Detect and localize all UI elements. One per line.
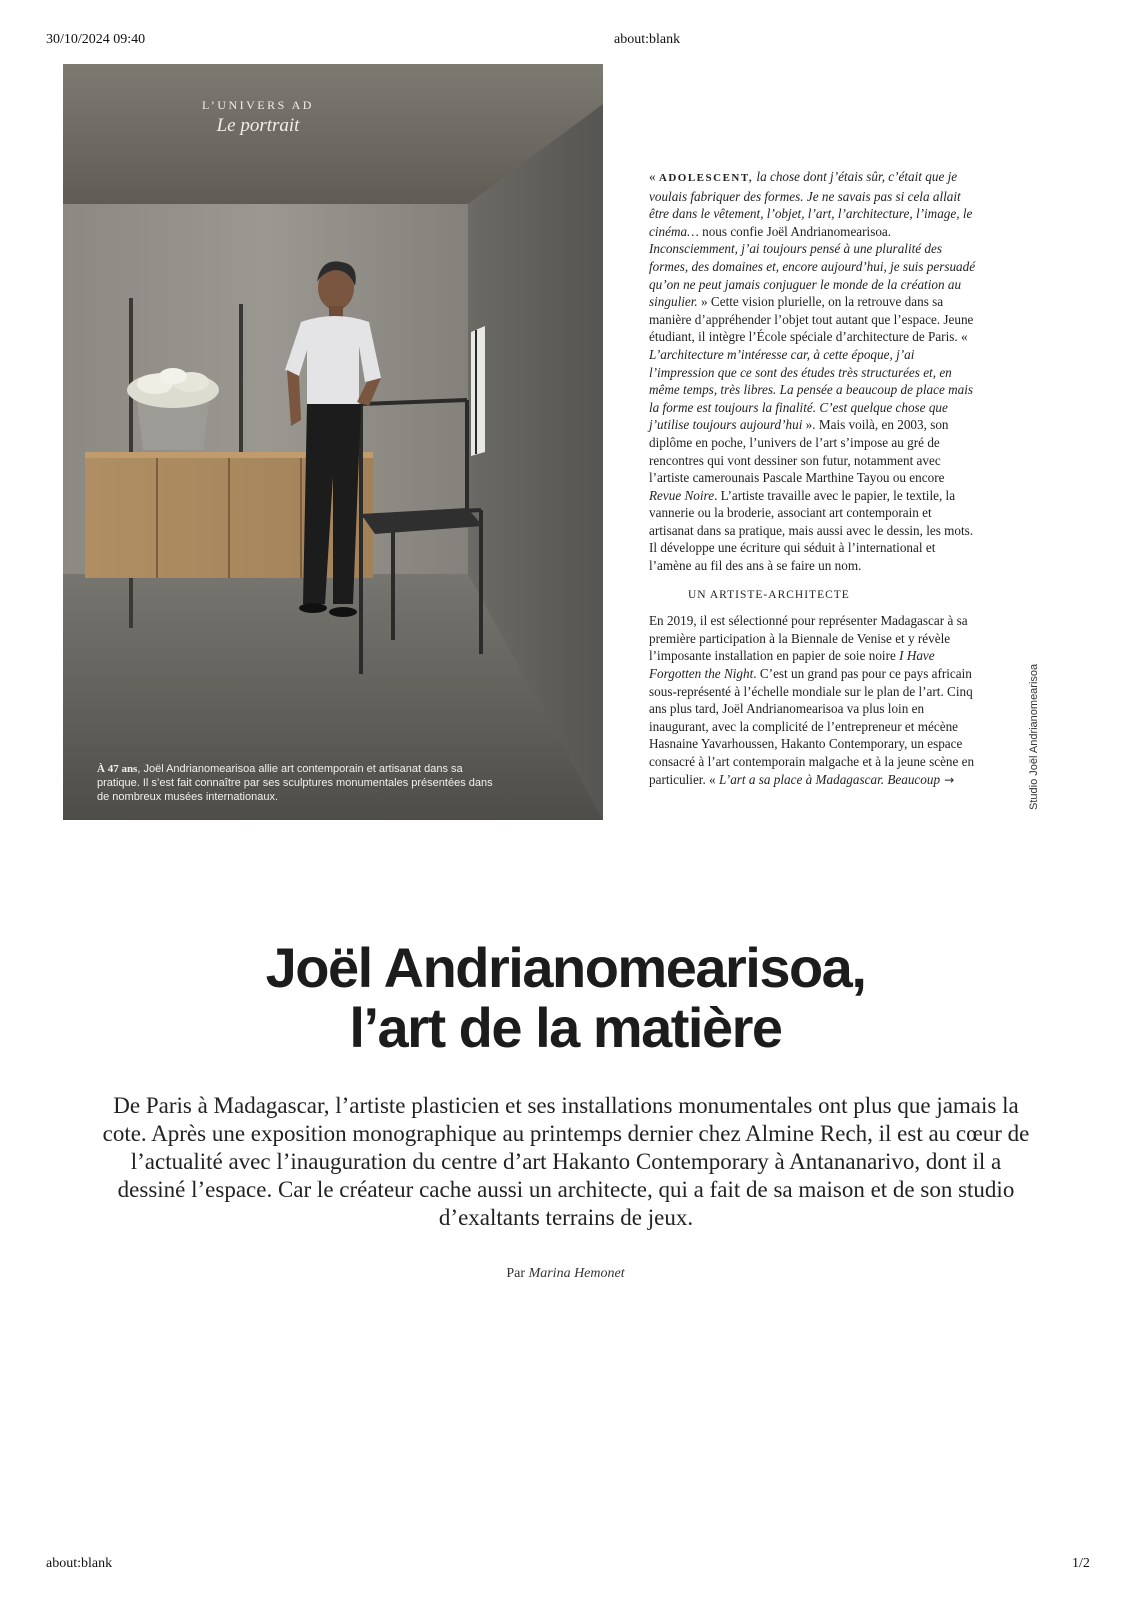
byline xyxy=(0,1266,1131,1282)
p1-run: nous confie Joël Andrianomearisoa. xyxy=(698,223,892,239)
p1-run: la chose dont j’étais sûr, c’était que je voulais fabriquer des formes. Je ne savais pas si cela allait être dans le vêtement, l’objet, l’art, l’architecture, l’image, le cinéma… xyxy=(649,169,973,239)
headline-line-2: l’art de la matière xyxy=(349,996,782,1059)
p1-run: » Cette vision plurielle, on la retrouve dans sa manière d’appréhender l’objet tout autant que l’espace. Jeune étudiant, il intègre l’École spéciale d’architecture de Paris. « xyxy=(649,294,974,345)
p2-run: I Have Forgotten the Night xyxy=(649,648,935,682)
caption-lead: À 47 ans xyxy=(97,763,138,775)
article-subhead: UN ARTISTE-ARCHITECTE xyxy=(688,588,850,601)
p1-run: « xyxy=(649,169,659,184)
print-header-date: 30/10/2024 09:40 xyxy=(46,32,146,47)
article-paragraph-1 xyxy=(649,168,979,575)
photo-caption xyxy=(97,762,497,804)
rubric-kicker: L’UNIVERS AD xyxy=(202,98,314,112)
p2-run: En 2019, il est sélectionné pour représenter Madagascar à sa première participation à la Biennale de Venise et y révèle l’imposante installation en papier de soie noire xyxy=(649,613,968,664)
byline-prefix: Par xyxy=(506,1266,529,1281)
p1-run: . L’artiste travaille avec le papier, le textile, la vannerie ou la broderie, associant art contemporain et artisanat dans sa pratique, mais aussi avec le dessin, les mots. Il développe une écriture qui séduit à l’international et l’amène au fil des ans à se faire un nom. xyxy=(649,487,974,574)
article-headline xyxy=(0,938,1131,1058)
print-header-url: about:blank xyxy=(614,32,681,47)
portrait-photo xyxy=(63,64,603,820)
headline-line-1: Joël Andrianomearisoa, xyxy=(265,936,866,999)
p1-run: Inconsciemment, j’ai toujours pensé à une pluralité des formes, des domaines et, encore aujourd’hui, je suis persuadé qu’on ne peut jamais conjuguer le monde de la création au singulier. xyxy=(649,241,976,310)
byline-author: Marina Hemonet xyxy=(528,1266,625,1281)
print-footer-page: 1/2 xyxy=(1072,1556,1090,1571)
article-column xyxy=(649,168,979,789)
p2-run: . C’est un grand pas pour ce pays africain sous-représenté à l’échelle mondiale sur le plan de l’art. Cinq ans plus tard, Joël Andrianomearisoa va plus loin en inaugurant, avec la complicité de l’entrepreneur et mécène Hasnaine Yavarhoussen, Hakanto Contemporary, un espace consacré à l’art contemporain malgache et à la jeune scène en particulier. « xyxy=(649,666,975,787)
continue-arrow-icon: → xyxy=(944,772,955,787)
article-standfirst: De Paris à Madagascar, l’artiste plasticien et ses installations monumentales ont plus que jamais la cote. Après une exposition monographique au printemps dernier chez Almine Rech, il est au cœur de l’actualité avec l’inauguration du centre d’art Hakanto Contemporary à Antananarivo, dont il a dessiné l’espace. Car le créateur cache aussi un architecte, qui a fait de sa maison et de son studio d’exaltants terrains de jeux. xyxy=(102,1093,1030,1230)
p1-run: Revue Noire xyxy=(649,487,715,503)
rubric-title: Le portrait xyxy=(216,115,300,136)
p2-run: L’art a sa place à Madagascar. Beaucoup xyxy=(718,771,941,787)
article-paragraph-2 xyxy=(649,612,979,789)
p1-run: ADOLESCENT, xyxy=(658,172,754,184)
photo-credit: Studio Joël Andrianomearisoa xyxy=(1028,663,1040,810)
print-footer-url: about:blank xyxy=(46,1556,113,1571)
rubric xyxy=(63,98,453,137)
portrait-photo-illustration xyxy=(63,64,603,820)
caption-text: , Joël Andrianomearisoa allie art contemporain et artisanat dans sa pratique. Il s’est fait connaître par ses sculptures monumentales présentées dans de nombreux musées internationaux. xyxy=(97,763,493,803)
p1-run: ». Mais voilà, en 2003, son diplôme en poche, l’univers de l’art s’impose au gré de rencontres qui vont dessiner son futur, notamment avec l’artiste camerounais Pascale Marthine Tayou ou encore xyxy=(649,417,949,486)
p1-run: L’architecture m’intéresse car, à cette époque, j’ai l’impression que ce sont des études très structurées et, en même temps, très libres. La pensée a beaucoup de place mais la forme est toujours la finalité. C’est quelque chose que j’utilise toujours aujourd’hui xyxy=(649,346,974,433)
